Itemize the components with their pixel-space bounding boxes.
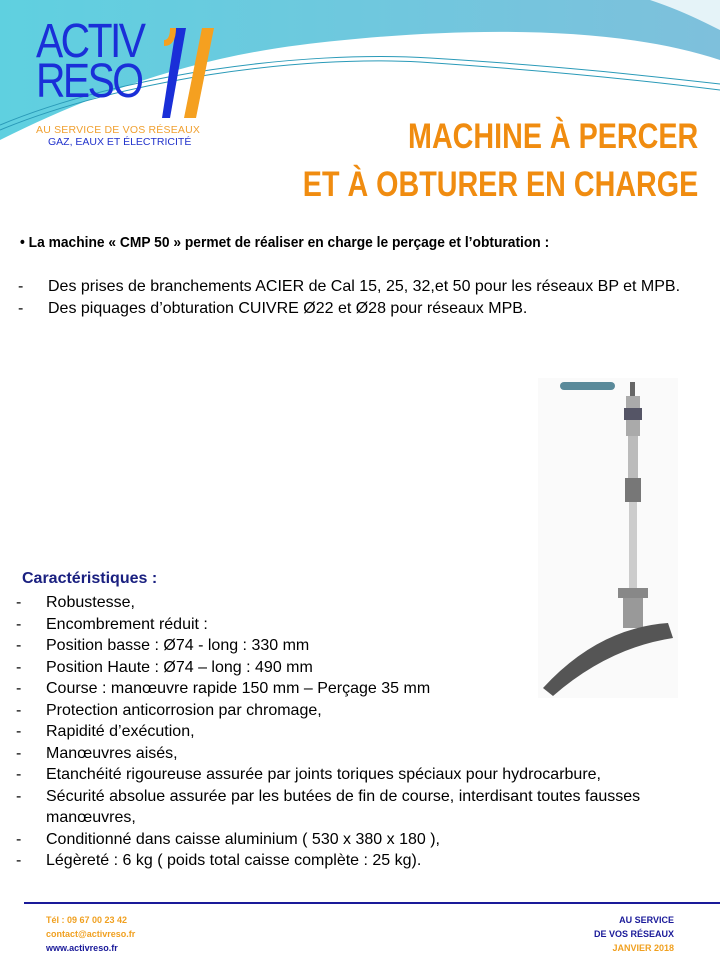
dash: - (16, 637, 22, 654)
list-item (16, 721, 676, 743)
dash: - (16, 787, 22, 805)
dash: - (16, 701, 22, 719)
logo-tagline1: AU SERVICE DE VOS RÉSEAUX (36, 124, 201, 136)
dash: - (16, 723, 22, 740)
list-item (16, 700, 676, 722)
list-item-text: Course : manœuvre rapide 150 mm – Perçage 35 mm (46, 680, 431, 697)
footer-phone: Tél : 09 67 00 23 42 (46, 915, 128, 925)
intro-text: • La machine « CMP 50 » permet de réaliser en charge le perçage et l’obturation : (20, 234, 550, 251)
footer-slogan-line2: DE VOS RÉSEAUX (593, 929, 674, 939)
list-item (16, 786, 676, 829)
list-item (18, 276, 698, 298)
dash: - (18, 300, 24, 317)
dash: - (16, 744, 22, 762)
page-title (303, 113, 698, 209)
list-item-text: Position Haute : Ø74 – long : 490 mm (46, 658, 313, 676)
dash: - (16, 830, 22, 848)
dash: - (16, 766, 22, 783)
list-item (16, 850, 676, 872)
footer-website[interactable]: www.activreso.fr (46, 943, 118, 953)
title-line1: MACHINE À PERCER (407, 117, 698, 156)
logo (36, 15, 201, 148)
list-item (16, 764, 676, 786)
dash: - (16, 615, 22, 633)
list-item-text: Sécurité absolue assurée par les butées de fin de course, interdisant toutes fausses manœuvres, (46, 787, 641, 826)
list-item-text: Protection anticorrosion par chromage, (46, 701, 322, 719)
list-item (16, 829, 676, 851)
dash: - (16, 680, 22, 697)
list-item (16, 743, 676, 765)
footer-date: JANVIER 2018 (612, 943, 674, 953)
footer-slogan-line1: AU SERVICE (619, 915, 674, 925)
logo-line2: RESO (36, 55, 142, 108)
list-item-text: Des prises de branchements ACIER de Cal 15, 25, 32,et 50 pour les réseaux BP et MPB. (48, 278, 681, 295)
footer-contact (46, 913, 135, 955)
list-item-text: Rapidité d’exécution, (46, 723, 195, 740)
list-item (16, 635, 676, 657)
logo-tagline2: GAZ, EAUX ET ÉLECTRICITÉ (48, 136, 192, 148)
list-item-text: Manœuvres aisés, (46, 744, 178, 762)
list-item-text: Conditionné dans caisse aluminium ( 530 x 380 x 180 ), (46, 830, 440, 848)
uses-list (18, 276, 698, 320)
dash: - (16, 852, 22, 869)
list-item (16, 614, 676, 636)
logo-line1: ACTIV (36, 15, 144, 68)
characteristics-heading: Caractéristiques : (22, 570, 158, 587)
dash: - (16, 594, 22, 611)
dash: - (18, 278, 24, 295)
list-item (18, 298, 698, 320)
dash: - (16, 658, 22, 676)
list-item-text: Position basse : Ø74 - long : 330 mm (46, 637, 310, 654)
footer-email[interactable]: contact@activreso.fr (46, 929, 136, 939)
list-item-text: Encombrement réduit : (46, 615, 208, 633)
characteristics-list (16, 592, 676, 872)
list-item (16, 592, 676, 614)
title-line2: ET À OBTURER EN CHARGE (302, 165, 698, 204)
footer-slogan (594, 913, 674, 955)
footer-divider (24, 902, 720, 904)
list-item (16, 657, 676, 679)
list-item-text: Robustesse, (46, 594, 135, 611)
logo-slashes-icon (160, 26, 220, 126)
list-item (16, 678, 676, 700)
list-item-text: Légèreté : 6 kg ( poids total caisse complète : 25 kg). (46, 852, 422, 869)
list-item-text: Des piquages d’obturation CUIVRE Ø22 et Ø28 pour réseaux MPB. (48, 300, 528, 317)
list-item-text: Etanchéité rigoureuse assurée par joints toriques spéciaux pour hydrocarbure, (46, 766, 601, 783)
